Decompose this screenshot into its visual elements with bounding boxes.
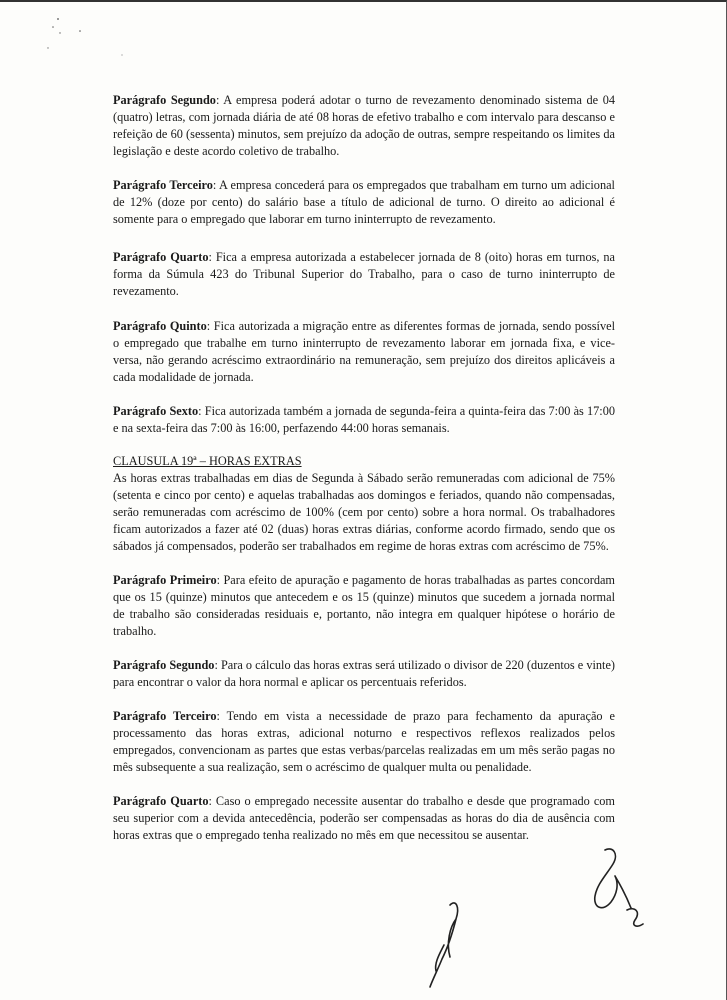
paragraph-segundo-2 <box>113 657 615 691</box>
paragraph-text: : Caso o empregado necessite ausentar do trabalho e desde que programado com seu superior com a devida antecedência, poderão ser compensadas as horas do dia de ausência com horas extras que o empregado tenha realizado no mês em que necessitou se ausentar. <box>113 794 615 842</box>
paragraph-sexto-1 <box>113 403 615 437</box>
paragraph-quinto-1 <box>113 318 615 386</box>
paragraph-label: Parágrafo Quarto <box>113 794 209 808</box>
signature-initials-left <box>420 897 480 992</box>
paragraph-text: : Tendo em vista a necessidade de prazo para fechamento da apuração e processamento das horas extras, adicional noturno e respectivos reflexos realizados pelos empregados, convencionam as partes que estas verbas/parcelas realizadas em um mês serão pagas no mês subsequente a sua realização, sem o acréscimo de qualquer multa ou penalidade. <box>113 709 615 774</box>
signature-initials-right <box>583 840 653 932</box>
paragraph-text: : A empresa poderá adotar o turno de revezamento denominado sistema de 04 (quatro) letras, com jornada diária de até 08 horas de efetivo trabalho e com intervalo para descanso e refeição de 60 (sessenta) minutos, sem prejuízo da adoção de outras, sempre respeitando os limites da legislação e deste acordo coletivo de trabalho. <box>113 93 616 158</box>
paragraph-text: : A empresa concederá para os empregados que trabalham em turno um adicional de 12% (doze por cento) do salário base a título de adicional de turno. O direito ao adicional é somente para o empregado que laborar em turno ininterrupto de revezamento. <box>113 178 615 226</box>
paragraph-text: : Fica autorizada a migração entre as diferentes formas de jornada, sendo possível o empregado que trabalhe em turno ininterrupto de revezamento laborar em jornada fixa, e vice-versa, não gerando acréscimo extraordinário na remuneração, sem prejuízo dos direitos aplicáveis a cada modalidade de jornada. <box>113 319 615 384</box>
paragraph-label: Parágrafo Terceiro <box>113 709 217 723</box>
paragraph-terceiro-2 <box>113 708 615 776</box>
clause-title: CLAUSULA 19ª – HORAS EXTRAS <box>113 454 302 468</box>
paragraph-label: Parágrafo Quinto <box>113 319 207 333</box>
paragraph-text: : Fica autorizada também a jornada de segunda-feira a quinta-feira das 7:00 às 17:00 e na sexta-feira das 7:00 às 16:00, perfazendo 44:00 horas semanais. <box>113 404 615 435</box>
paragraph-label: Parágrafo Segundo <box>113 658 215 672</box>
paragraph-label: Parágrafo Quarto <box>113 250 209 264</box>
paragraph-quarto-1 <box>113 249 615 300</box>
paragraph-label: Parágrafo Terceiro <box>113 178 213 192</box>
clause-body: As horas extras trabalhadas em dias de Segunda à Sábado serão remuneradas com adicional de 75% (setenta e cinco por cento) e aquelas trabalhadas aos domingos e feriados, quando não compensadas, serão remuneradas com acréscimo de 100% (cem por cento) sobre a hora normal. Os trabalhadores ficam autorizados a fazer até 02 (duas) horas extras diárias, conforme acordo firmado, sendo que os sábados já compensados, poderão ser trabalhados em regime de horas extras com acréscimo de 75%. <box>113 471 615 553</box>
document-body <box>113 92 615 844</box>
paragraph-text: : Fica a empresa autorizada a estabelecer jornada de 8 (oito) horas em turnos, na forma da Súmula 423 do Tribunal Superior do Trabalho, para o caso de turno ininterrupto de revezamento. <box>113 250 615 298</box>
paragraph-text: : Para o cálculo das horas extras será utilizado o divisor de 220 (duzentos e vinte) para encontrar o valor da hora normal e aplicar os percentuais referidos. <box>113 658 616 689</box>
paragraph-label: Parágrafo Segundo <box>113 93 216 107</box>
paragraph-label: Parágrafo Primeiro <box>113 573 217 587</box>
scan-specks <box>0 2 140 62</box>
paragraph-terceiro-1 <box>113 177 615 228</box>
paragraph-label: Parágrafo Sexto <box>113 404 199 418</box>
paragraph-segundo-1 <box>113 92 615 160</box>
paragraph-text: : Para efeito de apuração e pagamento de horas trabalhadas as partes concordam que os 15 (quinze) minutos que antecedem e os 15 (quinze) minutos que sucedem a jornada normal de trabalho são consideradas residuais e, portanto, não integra em qualquer hipótese o horário de trabalho. <box>113 573 615 638</box>
paragraph-quarto-2 <box>113 793 615 844</box>
paragraph-primeiro-2 <box>113 572 615 640</box>
